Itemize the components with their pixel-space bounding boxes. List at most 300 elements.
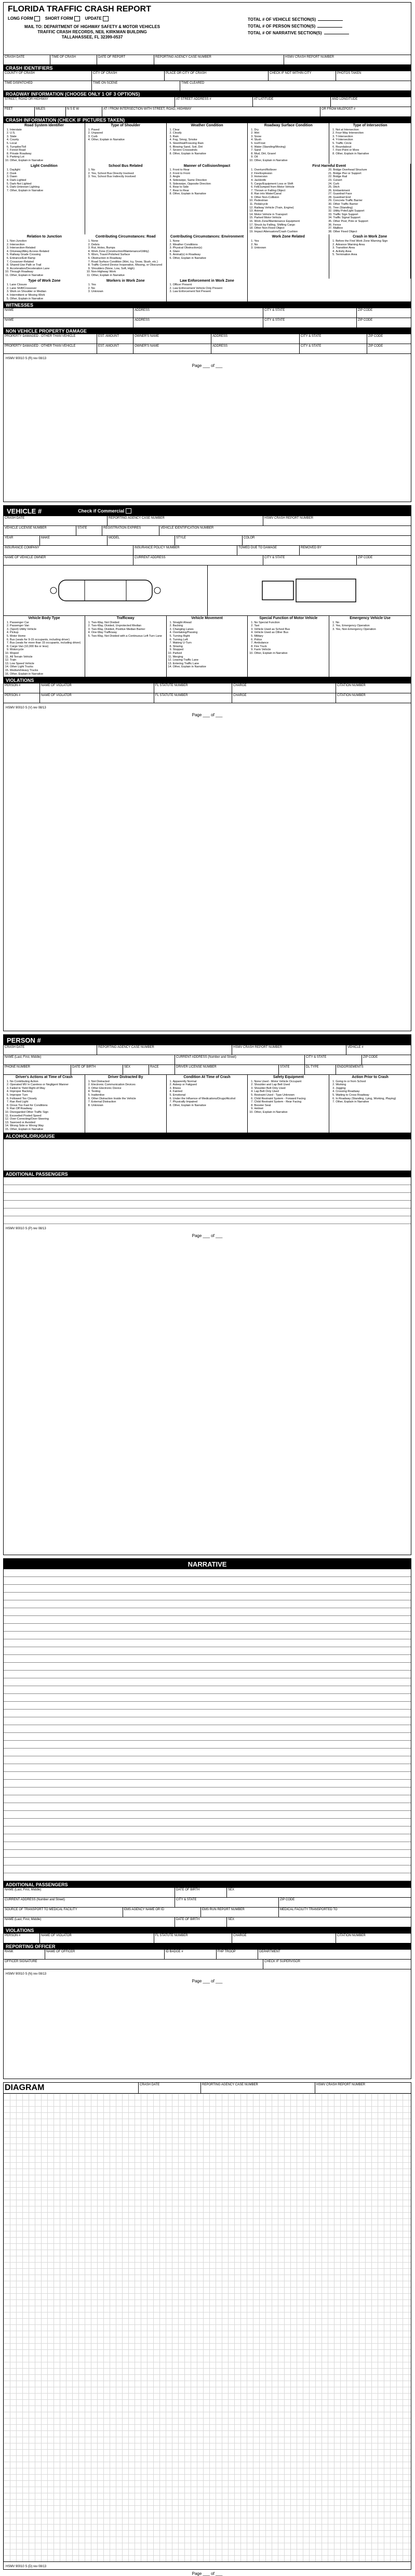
option-item[interactable]: 1. Front to Rear (173, 168, 246, 172)
crash-date-field[interactable]: CRASH DATE (4, 55, 50, 64)
option-item[interactable]: 14. Other Light Trucks (10, 665, 83, 669)
option-item[interactable]: 3. Vehicle Used as School Bus (254, 628, 327, 632)
option-item[interactable]: 2. Yes, Emergency Operation (336, 624, 409, 628)
ems-run-field[interactable]: EMS RUN REPORT NUMBER (201, 1908, 279, 1917)
option-item[interactable]: 6. Fell/Jumped from Motor Vehicle (254, 186, 330, 189)
option-item[interactable]: 8. Ran into Water/Canal (254, 192, 330, 196)
property-city-field[interactable]: CITY & STATE (300, 334, 367, 344)
option-item[interactable]: 3. Unknown (91, 290, 165, 294)
option-item[interactable]: 10. Disregarded Other Traffic Sign (10, 1111, 83, 1114)
property-owner-field[interactable]: OWNER'S NAME (133, 344, 211, 353)
option-item[interactable]: 4. Crossing Roadway (336, 1090, 409, 1094)
option-item[interactable]: 1. Daylight (10, 168, 83, 172)
citation-field[interactable]: CITATION NUMBER (337, 684, 366, 688)
option-item[interactable]: 9. Ran Off Roadway (10, 1107, 83, 1111)
option-item[interactable]: 2. Electronic Communication Devices (91, 1083, 165, 1087)
option-item[interactable]: 2. Advance Warning Area (336, 243, 409, 247)
option-item[interactable]: 3. (Sport) Utility Vehicle (10, 628, 83, 632)
option-item[interactable]: 7. Crossover-Related (10, 260, 84, 264)
option-item[interactable]: 1. Two-Way, Not Divided (91, 621, 165, 625)
option-item[interactable]: 3. Law Enforcement Not Present (173, 290, 246, 294)
street-address-field[interactable]: AT STREET ADDRESS # (175, 97, 253, 107)
statute-field[interactable]: FL STATUTE NUMBER (154, 684, 232, 693)
option-item[interactable]: 37. Mailbox (333, 227, 409, 230)
option-item[interactable]: 24. Curb (333, 182, 409, 186)
option-item[interactable]: 4. Overtaking/Passing (173, 631, 246, 635)
option-item[interactable]: 8. Other, Explain in Narrative (173, 1104, 246, 1108)
option-item[interactable]: 6. Dark-Unknown Lighting (10, 186, 83, 189)
option-item[interactable]: 1. Before the First Work Zone Warning Sign (336, 240, 409, 243)
witness-zip-field[interactable]: ZIP CODE (358, 319, 373, 322)
option-item[interactable]: 2. Dusk (10, 172, 83, 176)
crash-date-field[interactable]: CRASH DATE (139, 2083, 201, 2093)
option-item[interactable]: 8. Booster Seat (254, 1104, 327, 1108)
option-item[interactable]: 8. Other, Explain in Narrative (173, 192, 246, 196)
option-item[interactable]: 1. No (336, 621, 409, 625)
violator-name-field[interactable]: NAME OF VIOLATOR (40, 684, 154, 693)
option-item[interactable]: 7. Five-Point or More (336, 149, 409, 152)
charge-field[interactable]: CHARGE (232, 693, 336, 703)
short-form-option[interactable]: SHORT FORM (45, 16, 82, 21)
property-damaged-field[interactable]: PROPERTY DAMAGED - OTHER THAN VEHICLE (4, 334, 97, 344)
option-item[interactable]: 5. Other, Explain in Narrative (10, 297, 84, 301)
option-item[interactable]: 1. Officer Present (173, 283, 246, 287)
option-item[interactable]: 4. Other, Explain in Narrative (91, 138, 165, 142)
alcohol-area[interactable] (4, 1139, 411, 1171)
statute-field[interactable]: FL STATUTE NUMBER (154, 1934, 232, 1943)
option-item[interactable]: 4. Glare (173, 250, 246, 254)
option-item[interactable]: 3. Yes, Non-Emergency Operation (336, 628, 409, 632)
option-item[interactable]: 9. Helmet (254, 1107, 327, 1111)
witness-city-field[interactable]: CITY & STATE (263, 318, 357, 327)
option-item[interactable]: 21. Bridge Pier or Support (333, 172, 409, 176)
option-item[interactable]: 5. Turning Right (173, 635, 246, 638)
option-item[interactable]: 3. Physical Obstruction(s) (173, 246, 246, 250)
option-item[interactable]: 11. Pedalcycle (254, 203, 330, 206)
option-item[interactable]: 6. In Roadway (Standing, Lying, Working, Playing) (336, 1097, 409, 1101)
option-item[interactable]: 4. County (10, 138, 83, 142)
option-item[interactable]: 9. Parking Lot (10, 155, 83, 159)
option-item[interactable]: 1. Clear (173, 128, 246, 132)
option-item[interactable]: 7. Other, Explain in Narrative (336, 1100, 409, 1104)
rank-field[interactable]: RANK (4, 1950, 45, 1959)
crash-date-field[interactable]: CRASH DATE (4, 1045, 97, 1055)
option-item[interactable]: 9. Motorcycle (10, 648, 83, 652)
race-field[interactable]: RACE (149, 1065, 175, 1074)
diagram-grid[interactable] (4, 2094, 411, 2562)
option-item[interactable]: 5. Sleet/Hail/Freezing Rain (173, 142, 246, 146)
option-item[interactable]: 15. Other, Explain in Narrative (10, 1128, 83, 1132)
option-item[interactable]: 1. Apparently Normal (173, 1080, 246, 1084)
option-item[interactable]: 8. Slowing (173, 645, 246, 649)
option-item[interactable]: 2. Front to Front (173, 172, 246, 176)
option-item[interactable]: 2. Wet (254, 132, 327, 135)
option-item[interactable]: 1. No Special Function (254, 621, 327, 625)
option-item[interactable]: 6. Under the Influence of Medications/Drugs/Alcohol (173, 1097, 246, 1101)
option-item[interactable]: 10. Non-Highway Work (91, 270, 165, 274)
option-item[interactable]: 33. Traffic Sign Support (333, 213, 409, 217)
option-item[interactable]: 3. Transition Area (336, 246, 409, 250)
violator-name-field[interactable]: NAME OF VIOLATOR (40, 693, 154, 703)
option-item[interactable]: 5. Ice/Frost (254, 142, 327, 146)
option-item[interactable]: 4. Activity Area (336, 250, 409, 254)
violation-person-field[interactable]: PERSON # (4, 684, 40, 693)
option-item[interactable]: 10. Pedestrian (254, 199, 330, 203)
option-item[interactable]: 15. Medium/Heavy Trucks (10, 669, 83, 673)
option-item[interactable]: 5. Dark-Not Lighted (10, 182, 83, 186)
badge-field[interactable]: ID BADGE # (165, 1950, 217, 1959)
option-item[interactable]: 2. Lane Shift/Crossover (10, 287, 84, 291)
person-name-field[interactable]: NAME (Last, First, Middle) (4, 1055, 175, 1064)
option-item[interactable]: 1. Passenger Car (10, 621, 83, 625)
dl-number-field[interactable]: DRIVER LICENSE NUMBER (175, 1065, 279, 1074)
option-item[interactable]: 35. Other Post, Pole or Support (333, 220, 409, 224)
hsmv-report-number-field[interactable]: HSMV CRASH REPORT NUMBER (264, 517, 314, 520)
option-item[interactable]: 3. Two-Way, Divided, Positive Median Barrier (91, 628, 165, 632)
option-item[interactable]: 5. Two-Way, Not Divided with a Continuous Left Turn Lane (91, 635, 165, 638)
option-item[interactable]: 9. Acceleration/Deceleration Lane (10, 267, 84, 271)
option-item[interactable]: 17. Struck by Falling, Shifting Cargo (254, 224, 330, 227)
time-of-crash-field[interactable]: TIME OF CRASH (50, 55, 97, 64)
option-item[interactable]: 2. Taxi (254, 624, 327, 628)
option-item[interactable]: 10. Other, Explain in Narrative (254, 652, 327, 655)
option-item[interactable]: 5. Restraint Used - Type Unknown (254, 1094, 327, 1097)
option-item[interactable]: 2. No (254, 243, 327, 247)
person-address-field[interactable]: CURRENT ADDRESS (Number and Street) (175, 1055, 305, 1064)
longitude-field[interactable]: AND LONGITUDE (332, 98, 358, 101)
option-item[interactable]: 5. Improper Turn (10, 1094, 83, 1097)
option-item[interactable]: 6. Child Restraint System - Forward Facing (254, 1097, 327, 1101)
option-item[interactable]: 8. Drove Too Fast for Conditions (10, 1104, 83, 1108)
time-cleared-field[interactable]: TIME CLEARED (181, 82, 205, 85)
option-item[interactable]: 1. None (91, 240, 165, 243)
option-item[interactable]: 8. Private Roadway (10, 152, 83, 156)
option-item[interactable]: 7. Sand (254, 149, 327, 152)
option-item[interactable]: 5. Emotional (173, 1094, 246, 1097)
option-item[interactable]: 26. Embankment (333, 189, 409, 193)
option-item[interactable]: 10. Moped (10, 652, 83, 655)
owner-address-field[interactable]: CURRENT ADDRESS (133, 556, 263, 565)
option-item[interactable]: 23. Culvert (333, 179, 409, 182)
damage-diagram-2[interactable] (208, 566, 411, 615)
license-state-field[interactable]: STATE (76, 526, 102, 535)
option-item[interactable]: 11. Other, Explain in Narrative (10, 274, 84, 278)
option-item[interactable]: 8. Mud, Dirt, Gravel (254, 152, 327, 156)
option-item[interactable]: 8. Unknown (91, 1104, 165, 1108)
option-item[interactable]: 4. Pickup (10, 631, 83, 635)
option-item[interactable]: 4. Fainted (173, 1090, 246, 1094)
department-field[interactable]: DEPARTMENT (259, 1950, 280, 1953)
option-item[interactable]: 1. None (173, 240, 246, 243)
option-item[interactable]: 1. Interstate (10, 128, 83, 132)
option-item[interactable]: 30. Other Traffic Barrier (333, 203, 409, 206)
option-item[interactable]: 5. Animal(s) in Roadway (173, 253, 246, 257)
insurance-company-field[interactable]: INSURANCE COMPANY (4, 546, 133, 555)
witness-zip-field[interactable]: ZIP CODE (358, 309, 373, 312)
city-field[interactable]: CITY OF CRASH (92, 71, 165, 81)
option-item[interactable]: 6. Obstruction in Roadway (91, 257, 165, 260)
time-on-scene-field[interactable]: TIME ON SCENE (92, 81, 180, 90)
option-item[interactable]: 9. Farm Vehicle (254, 648, 327, 652)
option-item[interactable]: 1. Dry (254, 128, 327, 132)
option-item[interactable]: 5. Cargo/Equipment Loss or Shift (254, 182, 330, 186)
option-item[interactable]: 13. Animal (254, 209, 330, 213)
option-item[interactable]: 2. Unpaved (91, 132, 165, 135)
passenger-name-field[interactable]: NAME (Last, First, Middle) (4, 1917, 175, 1927)
owner-name-field[interactable]: NAME OF VEHICLE OWNER (4, 556, 133, 565)
violation-person-field[interactable]: PERSON # (4, 1934, 40, 1943)
insurance-policy-field[interactable]: INSURANCE POLICY NUMBER (133, 546, 237, 555)
option-item[interactable]: 14. Other, Explain in Narrative (173, 665, 246, 669)
option-item[interactable]: 2. Debris (91, 243, 165, 247)
option-item[interactable]: 2. Asleep or Fatigued (173, 1083, 246, 1087)
person-zip-field[interactable]: ZIP CODE (363, 1056, 378, 1059)
option-item[interactable]: 3. Work on Shoulder or Median (10, 290, 84, 294)
passenger-sex-field[interactable]: SEX (228, 1888, 235, 1891)
option-item[interactable]: 11. Other, Explain in Narrative (91, 274, 165, 278)
option-item[interactable]: 3. Changing Lanes (173, 628, 246, 632)
vin-field[interactable]: VEHICLE IDENTIFICATION NUMBER (160, 527, 214, 530)
option-item[interactable]: 20. Bridge Overhead Structure (333, 168, 409, 172)
option-item[interactable]: 7. Severe Crosswinds (173, 149, 246, 152)
registration-expires-field[interactable]: REGISTRATION EXPIRES (102, 526, 159, 535)
charge-field[interactable]: CHARGE (232, 684, 336, 693)
option-item[interactable]: 11. Exceeded Posted Speed (10, 1114, 83, 1118)
passenger-dob-field[interactable]: DATE OF BIRTH (175, 1888, 227, 1897)
option-item[interactable]: 2. Passenger Van (10, 624, 83, 628)
option-item[interactable]: 7. External Distraction (91, 1100, 165, 1104)
option-item[interactable]: 10. Parked (173, 652, 246, 655)
option-item[interactable]: 6. Turnpike/Toll (10, 146, 83, 149)
option-item[interactable]: 16. Work Zone/Maintenance Equipment (254, 220, 330, 224)
officer-name-field[interactable]: NAME OF OFFICER (45, 1950, 165, 1959)
option-item[interactable]: 6. Turning Left (173, 638, 246, 642)
option-item[interactable]: 3. Dawn (10, 175, 83, 179)
witness-name-field[interactable]: NAME (4, 318, 133, 327)
option-item[interactable]: 4. Lap Belt Only Used (254, 1090, 327, 1094)
option-item[interactable]: 8. Traffic Control Device Inoperative, Missing, or Obscured (91, 264, 165, 267)
crash-date-field[interactable]: CRASH DATE (4, 516, 108, 525)
damage-diagram-1[interactable] (4, 566, 208, 615)
option-item[interactable]: 8. Shared-Use Path or Trail (10, 264, 84, 267)
option-item[interactable]: 1. Not at Intersection (336, 128, 409, 132)
option-item[interactable]: 12. Railway Vehicle (Train, Engine) (254, 206, 330, 210)
option-item[interactable]: 9. Oil (254, 155, 327, 159)
option-item[interactable]: 34. Traffic Signal Support (333, 216, 409, 220)
passenger-name-field[interactable]: NAME (Last, First, Middle) (4, 1888, 175, 1897)
option-item[interactable]: 7. Ambulance (254, 641, 327, 645)
option-item[interactable]: 6. Rear to Side (173, 186, 246, 189)
milepost-field[interactable]: OR FROM MILEPOST # (322, 108, 356, 111)
option-item[interactable]: 7. Making U-Turn (173, 641, 246, 645)
option-item[interactable]: 14. Wrong Side or Wrong Way (10, 1124, 83, 1128)
option-item[interactable]: 3. Illness (173, 1087, 246, 1090)
option-item[interactable]: 13. Entering Traffic Lane (173, 662, 246, 666)
option-item[interactable]: 3. Other Electronic Device (91, 1087, 165, 1090)
option-item[interactable]: 1. Lane Closure (10, 283, 84, 287)
option-item[interactable]: 18. Other Non-Fixed Object (254, 227, 330, 230)
option-item[interactable]: 5. Military (254, 635, 327, 638)
option-item[interactable]: 38. Other Fixed Object (333, 230, 409, 234)
date-of-report-field[interactable]: DATE OF REPORT (97, 55, 154, 64)
feet-field[interactable]: FEET (4, 107, 35, 116)
option-item[interactable]: 2. Law Enforcement Vehicle Only Present (173, 287, 246, 291)
intersection-field[interactable]: AT / FROM INTERSECTION WITH STREET, ROAD, HIGHWAY (102, 107, 320, 116)
option-item[interactable]: 25. Ditch (333, 186, 409, 189)
option-item[interactable]: 3. Curb (91, 135, 165, 139)
option-item[interactable]: 4. Intermittent or Moving Work (10, 294, 84, 297)
option-item[interactable]: 11. Merging (173, 655, 246, 659)
option-item[interactable]: 9. Other Non-Collision (254, 196, 330, 200)
option-item[interactable]: 8. Other, Explain in Narrative (173, 152, 246, 156)
charge-field[interactable]: CHARGE (232, 1934, 336, 1943)
option-item[interactable]: 13. Swerved or Avoided (10, 1121, 83, 1125)
option-item[interactable]: 1. Going to or from School (336, 1080, 409, 1084)
sex-field[interactable]: SEX (123, 1065, 149, 1074)
option-item[interactable]: 3. Intersection-Related (10, 246, 84, 250)
option-item[interactable]: 7. Thrown or Falling Object (254, 189, 330, 193)
passenger-city-field[interactable]: CITY & STATE (175, 1898, 279, 1907)
option-item[interactable]: 2. Yes, School Bus Directly Involved (91, 172, 165, 176)
county-field[interactable]: COUNTY OF CRASH (4, 71, 92, 81)
passenger-sex-field[interactable]: SEX (228, 1918, 235, 1921)
total-person-field[interactable] (317, 27, 342, 28)
option-item[interactable]: 2. Intersection (10, 243, 84, 247)
dob-field[interactable]: DATE OF BIRTH (71, 1065, 123, 1074)
towed-field[interactable]: TOWED DUE TO DAMAGE (237, 546, 300, 555)
witness-address-field[interactable]: ADDRESS (133, 318, 263, 327)
option-item[interactable]: 2. Two-Way, Divided, Unprotected Median (91, 624, 165, 628)
model-field[interactable]: MODEL (108, 536, 175, 545)
option-item[interactable]: 5. Traffic Circle (336, 142, 409, 146)
photos-taken-check[interactable]: PHOTOS TAKEN (337, 72, 362, 75)
option-item[interactable]: 12. Leaving Traffic Lane (173, 659, 246, 662)
option-item[interactable]: 7. Ran Red Light (10, 1100, 83, 1104)
transport-source-field[interactable]: SOURCE OF TRANSPORT TO MEDICAL FACILITY (4, 1908, 123, 1917)
option-item[interactable]: 7. Road Surface Condition (Wet, Icy, Snow, Slush, etc.) (91, 260, 165, 264)
citation-field[interactable]: CITATION NUMBER (337, 1934, 366, 1937)
property-damaged-field[interactable]: PROPERTY DAMAGED - OTHER THAN VEHICLE (4, 344, 97, 353)
citation-field[interactable]: CITATION NUMBER (337, 694, 366, 698)
property-address-field[interactable]: ADDRESS (211, 344, 300, 353)
option-item[interactable]: 2. Cloudy (173, 132, 246, 135)
style-field[interactable]: STYLE (175, 536, 243, 545)
option-item[interactable]: 7. Forest Road (10, 149, 83, 152)
property-zip-field[interactable]: ZIP CODE (368, 345, 383, 348)
phone-field[interactable]: PHONE NUMBER (4, 1065, 71, 1074)
option-item[interactable]: 3. Rain (173, 135, 246, 139)
total-vehicle-field[interactable] (318, 20, 343, 21)
option-item[interactable]: 1. Yes (91, 283, 165, 287)
supervisor-check[interactable]: CHECK IF SUPERVISOR (264, 1960, 300, 1963)
option-item[interactable]: 2. Fire/Explosion (254, 172, 330, 176)
passenger-zip-field[interactable]: ZIP CODE (280, 1898, 295, 1901)
option-item[interactable]: 3. Angle (173, 175, 246, 179)
option-item[interactable]: 3. Yes, School Bus Indirectly Involved (91, 175, 165, 179)
option-item[interactable]: 5. Termination Area (336, 253, 409, 257)
option-item[interactable]: 4. Fog, Smog, Smoke (173, 138, 246, 142)
witness-address-field[interactable]: ADDRESS (133, 308, 263, 318)
option-item[interactable]: 2. Backing (173, 624, 246, 628)
option-item[interactable]: 6. Followed Too Closely (10, 1097, 83, 1101)
property-amount-field[interactable]: EST. AMOUNT (97, 344, 133, 353)
troop-field[interactable]: FHP TROOP (217, 1950, 258, 1959)
passenger-lines-p3[interactable] (4, 1177, 411, 1224)
option-item[interactable]: 3. Rut, Holes, Bumps (91, 246, 165, 250)
option-item[interactable]: 4. Y-Intersection (336, 138, 409, 142)
dl-state-field[interactable]: STATE (279, 1065, 305, 1074)
option-item[interactable]: 10. Other, Explain in Narrative (254, 159, 327, 163)
option-item[interactable]: 5. Worn, Travel-Polished Surface (91, 253, 165, 257)
option-item[interactable]: 6. Roundabout (336, 146, 409, 149)
option-item[interactable]: 5. Local (10, 142, 83, 146)
option-item[interactable]: 1. Paved (91, 128, 165, 132)
property-owner-field[interactable]: OWNER'S NAME (133, 334, 211, 344)
option-item[interactable]: 5. Motor Home (10, 635, 83, 638)
option-item[interactable]: 4. Dark-Lighted (10, 179, 83, 182)
removed-by-field[interactable]: REMOVED BY (301, 546, 322, 549)
option-item[interactable]: 19. Impact Attenuators/Crash Cushion (254, 230, 330, 234)
agency-case-number-field[interactable]: REPORTING AGENCY CASE NUMBER (201, 2083, 315, 2093)
agency-case-number-field[interactable]: REPORTING AGENCY CASE NUMBER (108, 516, 263, 525)
option-item[interactable]: 1. None Used - Motor Vehicle Occupant (254, 1080, 327, 1084)
option-item[interactable]: 2. Shoulder and Lap Belt Used (254, 1083, 327, 1087)
passenger-dob-field[interactable]: DATE OF BIRTH (175, 1917, 227, 1927)
option-item[interactable]: 10. Other, Explain in Narrative (10, 159, 83, 163)
option-item[interactable]: 29. Concrete Traffic Barrier (333, 199, 409, 203)
medical-facility-field[interactable]: MEDICAL FACILITY TRANSPORTED TO (280, 1908, 338, 1911)
option-item[interactable]: 3. Unknown (254, 246, 327, 250)
option-item[interactable]: 2. Working (336, 1083, 409, 1087)
option-item[interactable]: 10. Through Roadway (10, 270, 84, 274)
option-item[interactable]: 2. Weather Conditions (173, 243, 246, 247)
option-item[interactable]: 9. Shoulders (None, Low, Soft, High) (91, 267, 165, 271)
option-item[interactable]: 6. Other Distraction Inside the Vehicle (91, 1097, 165, 1101)
year-field[interactable]: YEAR (4, 536, 40, 545)
option-item[interactable]: 1. Non-Junction (10, 240, 84, 243)
witness-city-field[interactable]: CITY & STATE (263, 308, 357, 318)
street-field[interactable]: STREET, ROAD OR HIGHWAY (4, 97, 175, 107)
option-item[interactable]: 4. Improper Backing (10, 1090, 83, 1094)
option-item[interactable]: 7. Other, Explain in Narrative (10, 189, 83, 193)
option-item[interactable]: 2. Operated MV in Careless or Negligent Manner (10, 1083, 83, 1087)
direction-field[interactable]: N S E W (66, 107, 102, 116)
option-item[interactable]: 4. Driveway/Alley Access Related (10, 250, 84, 254)
property-zip-field[interactable]: ZIP CODE (368, 335, 383, 338)
option-item[interactable]: 16. Other, Explain in Narrative (10, 673, 83, 676)
option-item[interactable]: 1. Straight Ahead (173, 621, 246, 625)
violation-person-field[interactable]: PERSON # (4, 693, 40, 703)
option-item[interactable]: 10. Other, Explain in Narrative (254, 1111, 327, 1114)
ems-agency-field[interactable]: EMS AGENCY NAME OR ID (123, 1908, 201, 1917)
owner-zip-field[interactable]: ZIP CODE (358, 556, 373, 559)
place-field[interactable]: PLACE OR CITY OF CRASH (165, 71, 269, 81)
agency-case-number-field[interactable]: REPORTING AGENCY CASE NUMBER (97, 1045, 232, 1055)
option-item[interactable]: 8. Fire Truck (254, 645, 327, 649)
update-option[interactable]: UPDATE (85, 16, 110, 21)
option-item[interactable]: 14. Motor Vehicle in Transport (254, 213, 330, 217)
option-item[interactable]: 8. Other, Explain in Narrative (336, 152, 409, 156)
option-item[interactable]: 3. State (10, 135, 83, 139)
option-item[interactable]: 6. Other, Explain in Narrative (173, 257, 246, 260)
option-item[interactable]: 12. Train (10, 659, 83, 662)
option-item[interactable]: 5. Inattentive (91, 1094, 165, 1097)
option-item[interactable]: 4. Sideswipe, Same Direction (173, 179, 246, 182)
statute-field[interactable]: FL STATUTE NUMBER (154, 693, 232, 703)
option-item[interactable]: 15. Parked Motor Vehicle (254, 216, 330, 220)
option-item[interactable]: 5. Waiting to Cross Roadway (336, 1094, 409, 1097)
option-item[interactable]: 3. Immersion (254, 175, 330, 179)
